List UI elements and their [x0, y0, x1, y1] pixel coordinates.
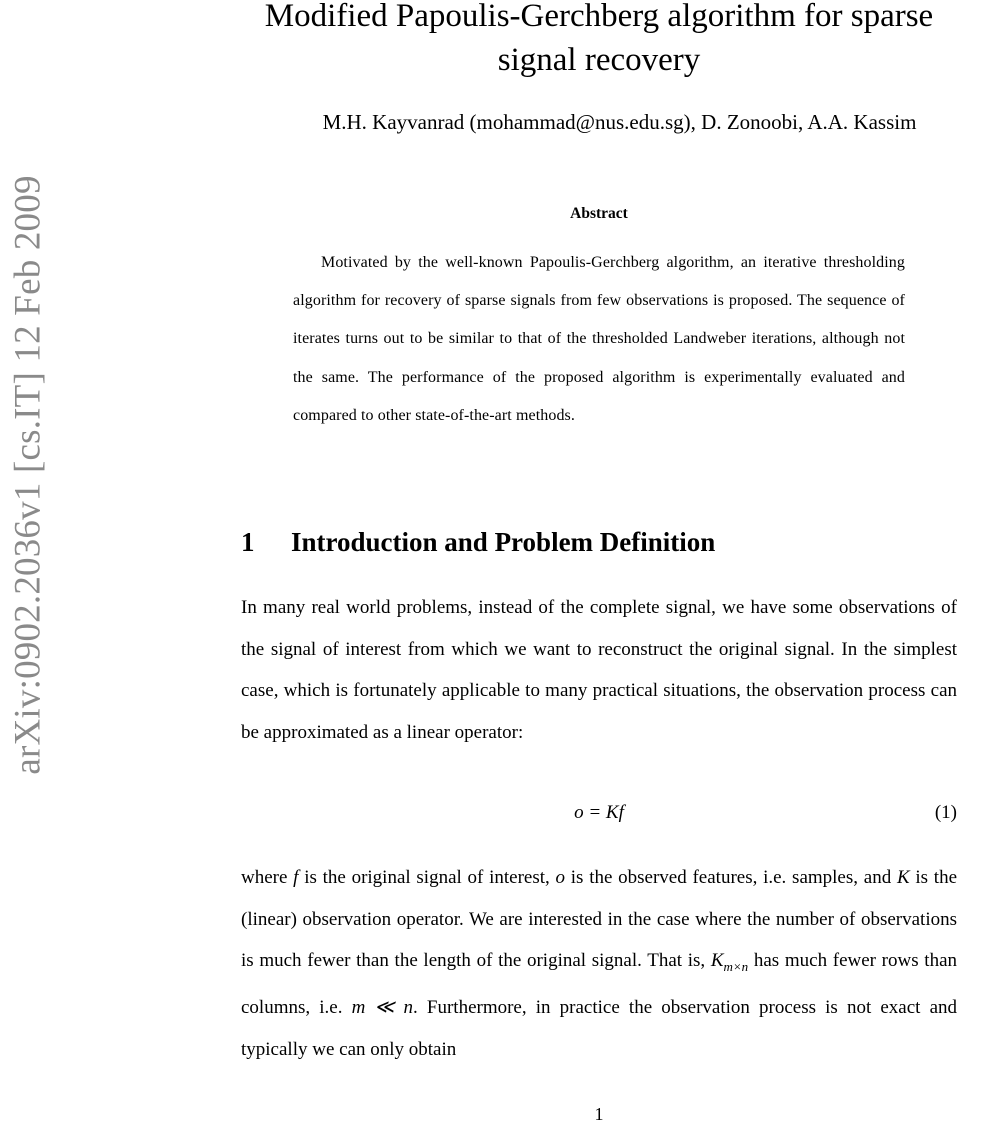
- equation-1: [241, 800, 957, 832]
- text-segment: has much fewer rows than columns, i.e.: [241, 950, 958, 1019]
- arxiv-identifier-stamp: [0, 0, 52, 1121]
- body-paragraph-definitions: [241, 857, 957, 1070]
- text-segment: where: [241, 867, 294, 888]
- math-inequality: m ≪ n: [351, 997, 414, 1019]
- body-paragraph-intro: In many real world problems, instead of the complete signal, we have some observations of the signal of interest from which we want to reconstruct the original signal. In the simplest case, which is fortunately applicable to many practical situations, the observation process can be approximated as a linear operator:: [241, 597, 957, 743]
- abstract-heading: Abstract: [570, 205, 628, 222]
- paper-title: Modified Papoulis-Gerchberg algorithm for sparse signal recovery: [264, 0, 934, 78]
- section-title: Introduction and Problem Definition: [291, 527, 716, 557]
- equation-expression: o = Kf: [574, 802, 624, 823]
- math-variable-o: o: [555, 867, 566, 888]
- author-list: M.H. Kayvanrad (mohammad@nus.edu.sg), D. Zonoobi, A.A. Kassim: [322, 110, 917, 134]
- page-number: 1: [594, 1104, 604, 1124]
- math-variable-k: K: [896, 867, 910, 888]
- math-variable-k-matrix: K: [710, 950, 724, 971]
- equation-number: (1): [934, 802, 957, 823]
- text-segment: is the observed features, i.e. samples, and: [565, 867, 897, 888]
- section-heading: [241, 524, 957, 560]
- text-segment: . Furthermore, in practice the observation process is not exact and typically we can only obtain: [241, 997, 958, 1060]
- math-variable-f: f: [293, 867, 299, 888]
- math-subscript: m×n: [723, 958, 749, 974]
- section-number: 1: [241, 527, 255, 557]
- arxiv-identifier-text: arXiv:0902.2036v1 [cs.IT] 12 Feb 2009: [7, 175, 49, 775]
- text-segment: is the (linear) observation operator. We are interested in the case where the number of observations is much fewer than the length of the original signal. That is,: [241, 867, 957, 971]
- abstract-body: Motivated by the well-known Papoulis-Gerchberg algorithm, an iterative thresholding algorithm for recovery of sparse signals from few observations is proposed. The sequence of iterates turns out to be similar to that of the thresholded Landweber iterations, although not the same. The performance of the proposed algorithm is experimentally evaluated and compared to other state-of-the-art methods.: [293, 254, 905, 424]
- text-segment: is the original signal of interest,: [298, 867, 556, 888]
